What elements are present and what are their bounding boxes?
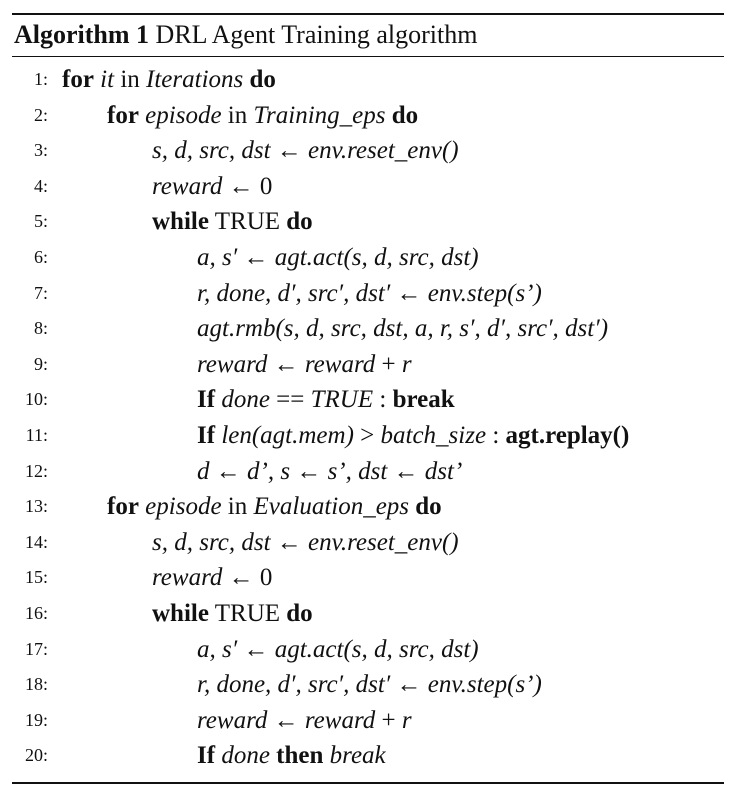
keyword: do bbox=[286, 600, 313, 627]
line-number: 13: bbox=[24, 496, 48, 517]
line-number: 10: bbox=[24, 389, 48, 410]
algorithm-title: DRL Agent Training algorithm bbox=[155, 20, 478, 49]
math-text: agt.rmb(s, d, src, dst, a, r, s′, d′, src′, dst′) bbox=[197, 315, 609, 343]
line-number: 1: bbox=[33, 69, 48, 89]
line-number: 17: bbox=[24, 638, 48, 659]
algorithm-line bbox=[0, 62, 738, 97]
line-code bbox=[152, 560, 272, 595]
math-text: r, done, d′, src′, dst′ bbox=[197, 279, 391, 307]
line-code bbox=[107, 98, 418, 133]
plain-text: ← bbox=[387, 457, 425, 485]
math-text: Evaluation_eps bbox=[253, 493, 410, 521]
top-rule bbox=[12, 13, 724, 15]
line-number: 15: bbox=[24, 567, 48, 588]
line-number: 12: bbox=[24, 460, 48, 481]
math-text: r bbox=[401, 350, 412, 378]
keyword: while bbox=[152, 600, 209, 627]
math-text: env.reset_env() bbox=[308, 528, 459, 556]
math-text: r, done, d′, src′, dst′ bbox=[197, 671, 391, 699]
keyword: If bbox=[197, 422, 216, 449]
math-text: reward bbox=[304, 706, 376, 734]
keyword: If bbox=[197, 742, 216, 770]
algorithm-line bbox=[0, 311, 738, 346]
keyword: do bbox=[249, 66, 276, 93]
math-text: dst’ bbox=[424, 457, 463, 485]
line-code bbox=[197, 703, 412, 738]
plain-text: TRUE bbox=[208, 208, 287, 236]
math-text: reward bbox=[152, 172, 223, 200]
keyword: then bbox=[276, 742, 324, 770]
algorithm-line bbox=[0, 204, 738, 239]
algorithm-line bbox=[0, 98, 738, 133]
algorithm-line bbox=[0, 169, 738, 204]
line-code bbox=[152, 204, 313, 239]
line-number: 9: bbox=[33, 353, 48, 374]
math-text: env.reset_env() bbox=[308, 137, 459, 165]
algorithm-line bbox=[0, 382, 738, 417]
line-code bbox=[197, 347, 412, 382]
line-number: 19: bbox=[24, 709, 48, 730]
math-text: r bbox=[401, 706, 412, 734]
math-text: d’, s bbox=[247, 457, 291, 485]
algorithm-line bbox=[0, 347, 738, 382]
algorithm-line bbox=[0, 525, 738, 560]
algorithm-line bbox=[0, 667, 738, 702]
line-code bbox=[197, 667, 542, 702]
plain-text: ← bbox=[267, 350, 305, 378]
line-number: 7: bbox=[33, 282, 48, 303]
keyword: do bbox=[391, 101, 419, 129]
algorithm-line bbox=[0, 560, 738, 595]
math-text: agt.act(s, d, src, dst) bbox=[274, 244, 479, 271]
keyword: for bbox=[107, 493, 139, 521]
plain-text: : bbox=[486, 422, 506, 449]
line-code bbox=[197, 382, 455, 417]
plain-text: ← bbox=[390, 279, 428, 307]
bottom-rule bbox=[12, 782, 724, 784]
algorithm-line bbox=[0, 133, 738, 168]
math-text: agt.act(s, d, src, dst) bbox=[274, 635, 479, 663]
math-text: Training_eps bbox=[253, 101, 386, 129]
line-code bbox=[152, 133, 459, 168]
line-code bbox=[107, 489, 442, 524]
math-text: done bbox=[221, 386, 270, 414]
math-text: batch_size bbox=[380, 422, 487, 449]
math-text: done bbox=[221, 742, 270, 770]
line-number: 6: bbox=[33, 247, 48, 267]
algorithm-line bbox=[0, 418, 738, 453]
algorithm-line bbox=[0, 596, 738, 631]
keyword: If bbox=[197, 386, 216, 414]
keyword: while bbox=[152, 208, 209, 236]
line-code bbox=[197, 311, 608, 346]
algorithm-line bbox=[0, 703, 738, 738]
plain-text: in bbox=[221, 493, 254, 521]
plain-text: TRUE bbox=[208, 600, 287, 627]
math-text: Iterations bbox=[146, 66, 244, 93]
algorithm-line bbox=[0, 738, 738, 773]
line-code bbox=[197, 418, 629, 453]
math-text: len(agt.mem) bbox=[221, 422, 354, 449]
algorithm-line bbox=[0, 454, 738, 489]
algorithm-caption bbox=[14, 16, 477, 54]
math-text: env.step(s’) bbox=[427, 671, 542, 699]
math-text: reward bbox=[304, 350, 376, 378]
math-text: a, s′ bbox=[197, 244, 238, 271]
plain-text: in bbox=[221, 101, 254, 129]
keyword: for bbox=[107, 101, 139, 129]
plain-text: ← 0 bbox=[222, 172, 273, 200]
plain-text: ← 0 bbox=[222, 564, 273, 592]
line-code bbox=[152, 525, 459, 560]
plain-text: ← bbox=[270, 137, 309, 165]
algorithm-line bbox=[0, 632, 738, 667]
plain-text: in bbox=[114, 66, 147, 93]
math-text: episode bbox=[145, 101, 222, 129]
math-text: s’, dst bbox=[327, 457, 388, 485]
line-number: 4: bbox=[33, 175, 48, 196]
math-text: env.step(s’) bbox=[427, 279, 542, 307]
keyword: for bbox=[62, 66, 94, 93]
algorithm-line bbox=[0, 489, 738, 524]
keyword: do bbox=[286, 208, 313, 236]
line-code bbox=[197, 632, 479, 667]
plain-text: : bbox=[373, 386, 393, 414]
line-code bbox=[197, 738, 386, 773]
line-code bbox=[197, 240, 479, 275]
math-text: TRUE bbox=[310, 386, 374, 414]
line-number: 20: bbox=[24, 745, 48, 766]
keyword: agt.replay() bbox=[505, 422, 630, 449]
plain-text: ← bbox=[290, 457, 328, 485]
line-number: 11: bbox=[25, 425, 48, 445]
algorithm-line bbox=[0, 276, 738, 311]
math-text: s, d, src, dst bbox=[152, 528, 271, 556]
math-text: it bbox=[100, 66, 115, 93]
plain-text: ← bbox=[270, 528, 309, 556]
math-text: reward bbox=[197, 706, 268, 734]
math-text: break bbox=[329, 742, 386, 770]
plain-text: ← bbox=[209, 457, 247, 485]
math-text: d bbox=[197, 457, 210, 485]
algorithm-line bbox=[0, 240, 738, 275]
caption-rule bbox=[12, 56, 724, 57]
math-text: a, s′ bbox=[197, 635, 238, 663]
line-code bbox=[62, 62, 276, 97]
plain-text: ← bbox=[390, 671, 428, 699]
keyword: do bbox=[415, 493, 442, 521]
line-number: 8: bbox=[33, 318, 48, 339]
plain-text: == bbox=[269, 386, 311, 414]
math-text: reward bbox=[152, 564, 223, 592]
math-text: episode bbox=[145, 493, 222, 521]
keyword: break bbox=[392, 386, 455, 414]
line-number: 16: bbox=[24, 603, 48, 623]
plain-text: + bbox=[375, 706, 402, 734]
line-code bbox=[197, 276, 542, 311]
line-number: 2: bbox=[33, 104, 48, 125]
plain-text: ← bbox=[237, 244, 275, 271]
plain-text: ← bbox=[237, 635, 275, 663]
line-code bbox=[152, 169, 272, 204]
line-code bbox=[197, 454, 462, 489]
line-code bbox=[152, 596, 313, 631]
plain-text: > bbox=[353, 422, 381, 449]
line-number: 5: bbox=[33, 211, 48, 232]
algorithm-label: Algorithm 1 bbox=[14, 20, 150, 49]
math-text: s, d, src, dst bbox=[152, 137, 271, 165]
math-text: reward bbox=[197, 350, 268, 378]
plain-text: ← bbox=[267, 706, 305, 734]
line-number: 18: bbox=[24, 674, 48, 695]
plain-text: + bbox=[375, 350, 402, 378]
line-number: 3: bbox=[33, 140, 48, 161]
line-number: 14: bbox=[24, 531, 48, 552]
